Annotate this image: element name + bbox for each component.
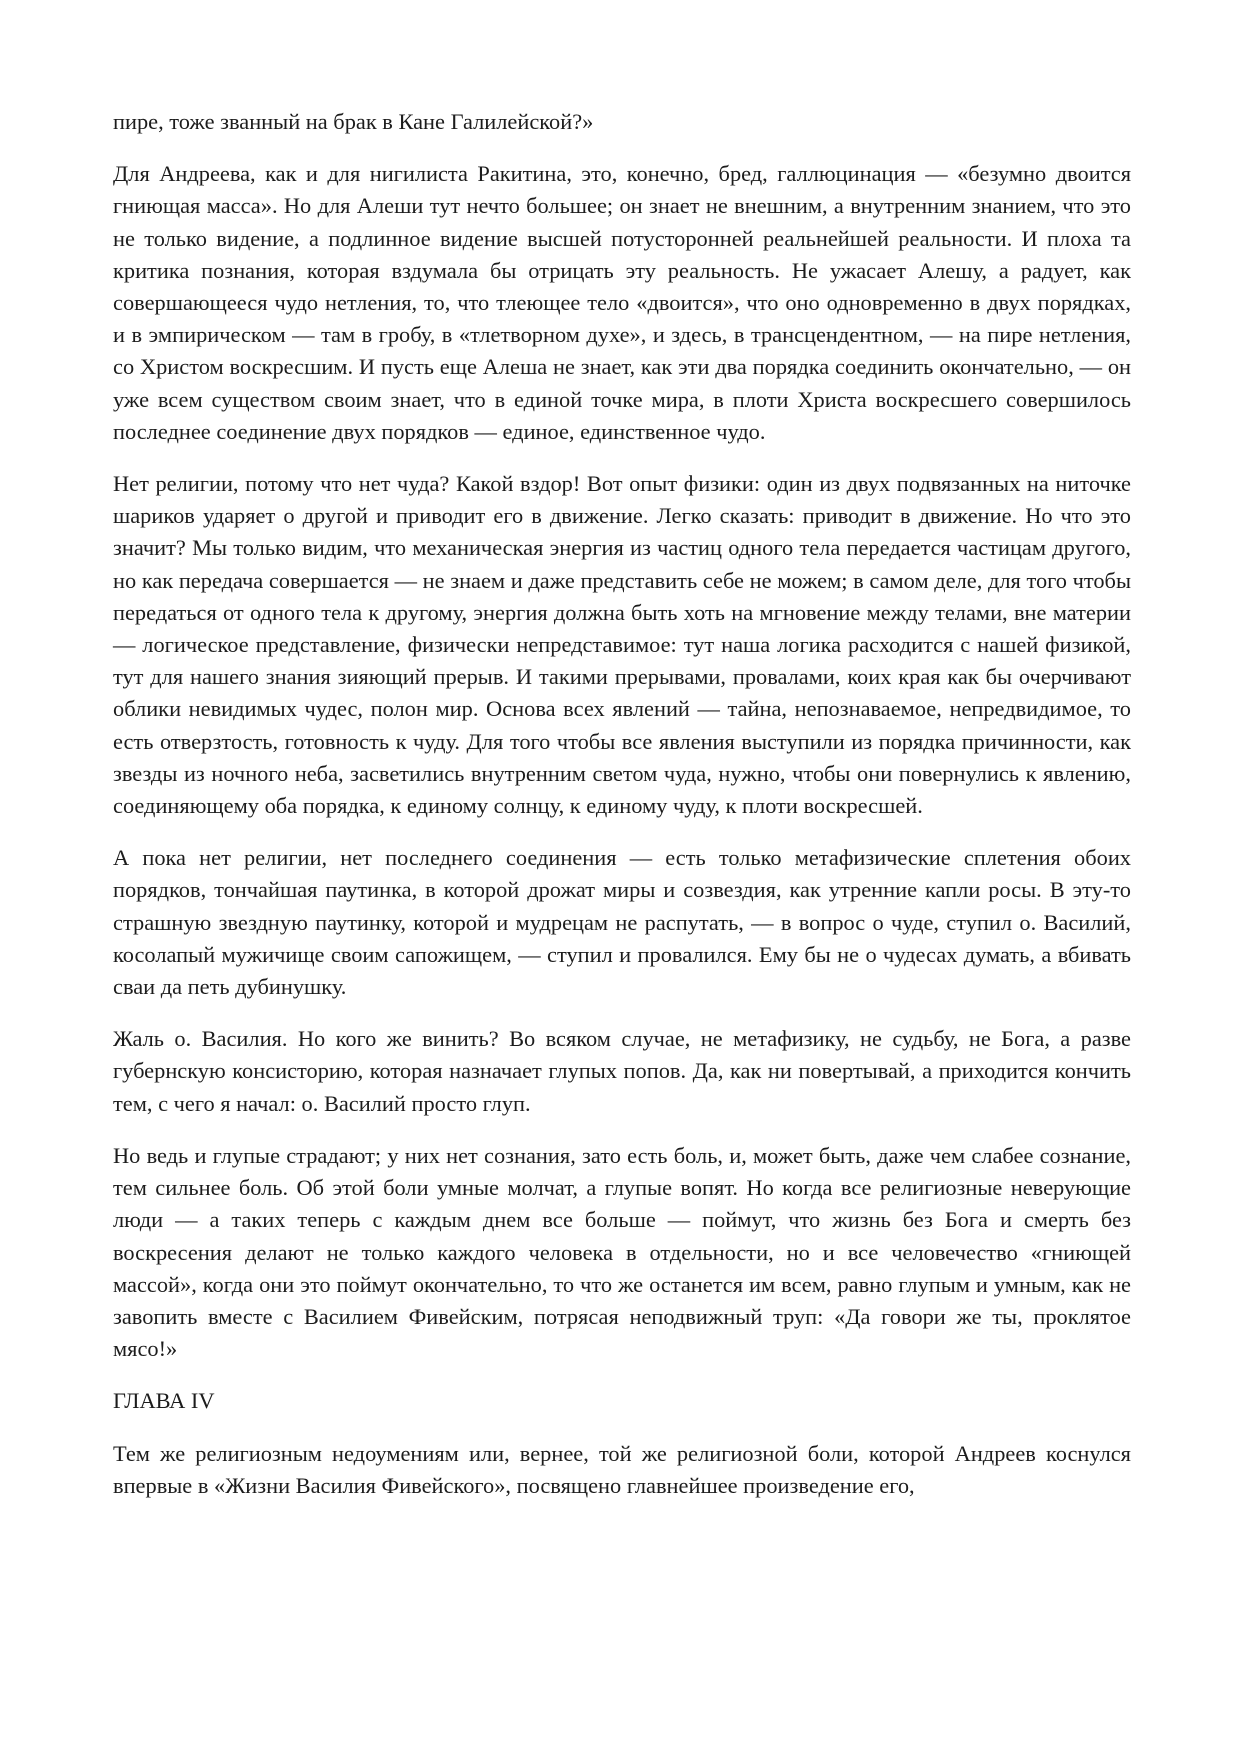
paragraph-1: пире, тоже званный на брак в Кане Галилейской?» (113, 109, 594, 134)
paragraph-4: А пока нет религии, нет последнего соединения — есть только метафизические сплетения обоих порядков, тончайшая паутинка, в которой дрожат миры и созвездия, как утренние капли росы. В эту-то страшную звездную паутинку, которой и мудрецам не распутать, — в вопрос о чуде, ступил о. Василий, косолапый мужичище своим сапожищем, — ступил и провалился. Ему бы не о чудесах думать, а вбивать сваи да петь дубинушку. (113, 845, 1131, 1000)
paragraph-2: Для Андреева, как и для нигилиста Ракитина, это, конечно, бред, галлюцинация — «безумно двоится гниющая масса». Но для Алеши тут нечто большее; он знает не внешним, а внутренним знанием, что это не только видение, а подлинное видение высшей потусторонней реальнейшей реальности. И плоха та критика познания, которая вздумала бы отрицать эту реальность. Не ужасает Алешу, а радует, как совершающееся чудо нетления, то, что тлеющее тело «двоится», что оно одновременно в двух порядках, и в эмпирическом — там в гробу, в «тлетворном духе», и здесь, в трансцендентном, — на пире нетления, со Христом воскресшим. И пусть еще Алеша не знает, как эти два порядка соединить окончательно, — он уже всем существом своим знает, что в единой точке мира, в плоти Христа воскресшего совершилось последнее соединение двух порядков — единое, единственное чудо. (113, 161, 1131, 444)
paragraph-3: Нет религии, потому что нет чуда? Какой вздор! Вот опыт физики: один из двух подвязанных на ниточке шариков ударяет о другой и приводит его в движение. Легко сказать: приводит в движение. Но что это значит? Мы только видим, что механическая энергия из частиц одного тела передается частицам другого, но как передача совершается — не знаем и даже представить себе не можем; в самом деле, для того чтобы передаться от одного тела к другому, энергия должна быть хоть на мгновение между телами, вне материи — логическое представление, физически непредставимое: тут наша логика расходится с нашей физикой, тут для нашего знания зияющий прерыв. И такими прерывами, провалами, коих края как бы очерчивают облики невидимых чудес, полон мир. Основа всех явлений — тайна, непознаваемое, непредвидимое, то есть отверзтость, готовность к чуду. Для того чтобы все явления выступили из порядка причинности, как звезды из ночного неба, засветились внутренним светом чуда, нужно, чтобы они повернулись к явлению, соединяющему оба порядка, к единому солнцу, к единому чуду, к плоти воскресшей. (113, 471, 1131, 819)
document-page (113, 106, 1131, 1502)
paragraph-7: Тем же религиозным недоумениям или, вернее, той же религиозной боли, которой Андреев коснулся впервые в «Жизни Василия Фивейского», посвящено главнейшее произведение его, (113, 1440, 1131, 1498)
chapter-heading: ГЛАВА IV (113, 1388, 215, 1414)
paragraph-6: Но ведь и глупые страдают; у них нет сознания, зато есть боль, и, может быть, даже чем слабее сознание, тем сильнее боль. Об этой боли умные молчат, а глупые вопят. Но когда все религиозные неверующие люди — а таких теперь с каждым днем все больше — поймут, что жизнь без Бога и смерть без воскресения делают не только каждого человека в отдельности, но и все человечество «гниющей массой», когда они это поймут окончательно, то что же останется им всем, равно глупым и умным, как не завопить вместе с Василием Фивейским, потрясая неподвижный труп: «Да говори же ты, проклятое мясо!» (113, 1142, 1131, 1362)
paragraph-5: Жаль о. Василия. Но кого же винить? Во всяком случае, не метафизику, не судьбу, не Бога, а разве губернскую консисторию, которая назначает глупых попов. Да, как ни повертывай, а приходится кончить тем, с чего я начал: о. Василий просто глуп. (113, 1026, 1131, 1116)
